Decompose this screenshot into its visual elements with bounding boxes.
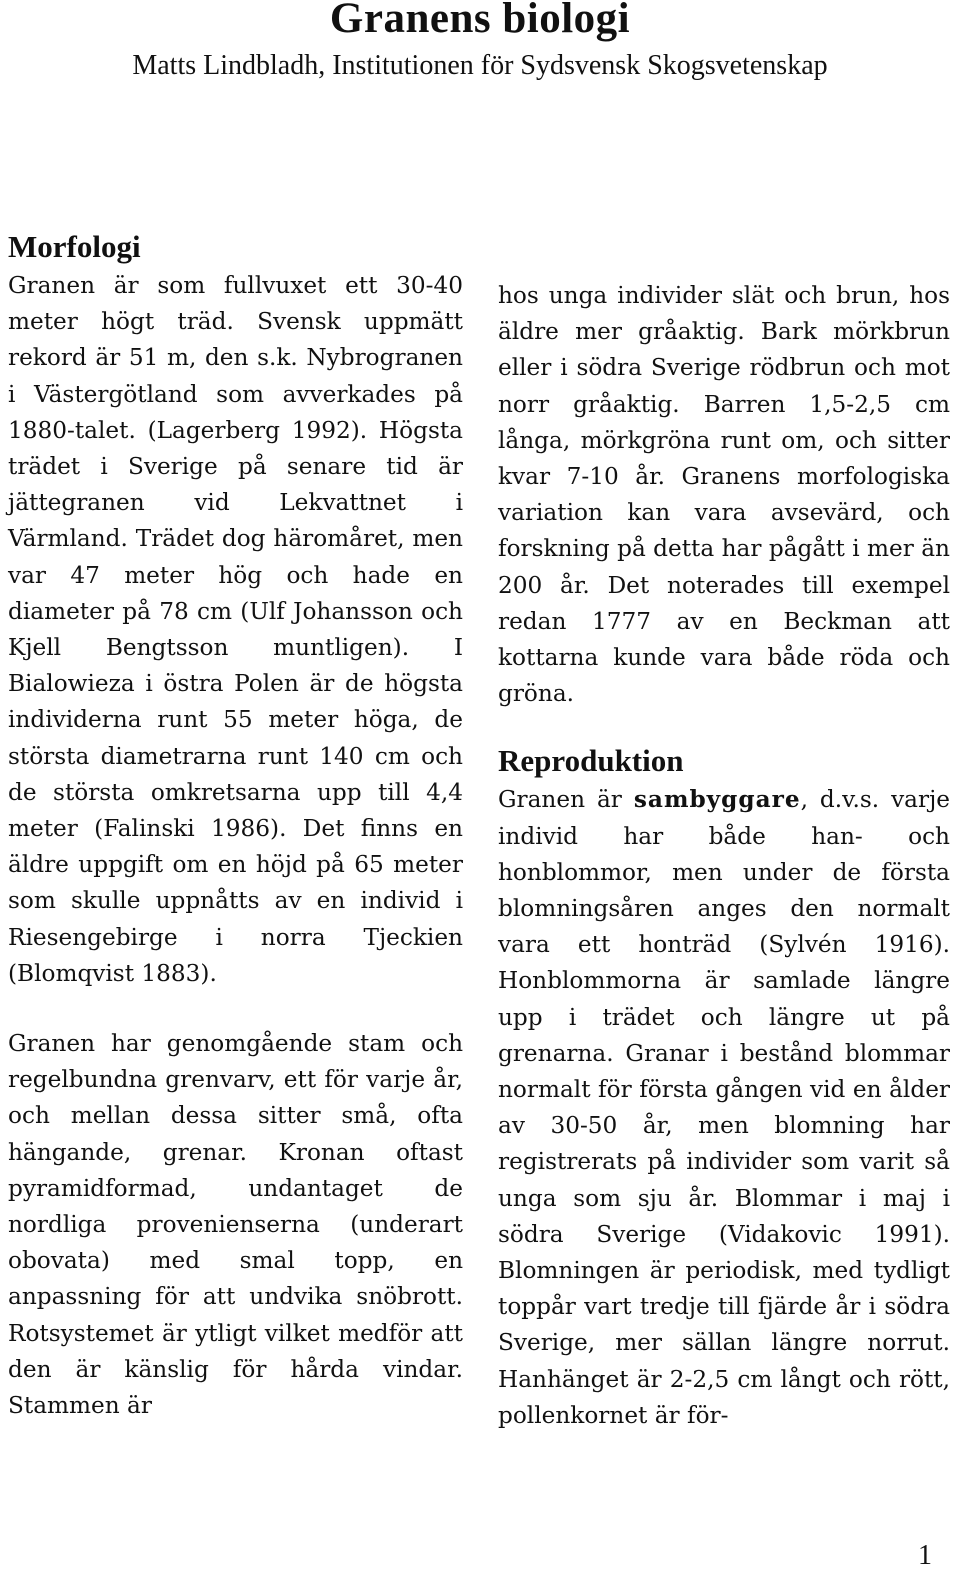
document-title: Granens biologi (329, 0, 631, 42)
morfologi-paragraph-continuation: hos unga individer slät och brun, hos äldre mer gråaktig. Bark mörkbrun eller i södra Sverige rödbrun och mot norr gråaktig. Barren 1,5-2,5 cm långa, mörkgröna runt om, och sitter kvar 7-10 år. Granens morfologiska variation kan vara avsevärd, och forskning på detta har pågått i mer än 200 år. Det noterades till exempel redan 1777 av en Beckman att kottarna kunde vara både röda och gröna. (498, 282, 950, 708)
section-heading-morfologi: Morfologi (8, 229, 141, 264)
morfologi-paragraph-1: Granen är som fullvuxet ett 30-40 meter högt träd. Svensk uppmätt rekord är 51 m, den s.k. Nybrogranen i Västergötland som avverkades på 1880-talet. (Lagerberg 1992). Högsta trädet i Sverige på senare tid är jättegranen vid Lekvattnet i Värmland. Trädet dog häromåret, men var 47 meter hög och hade en diameter på 78 cm (Ulf Johansson och Kjell Bengtsson muntligen). I Bialowieza i östra Polen är de högsta individerna runt 55 meter höga, de största diametrarna runt 140 cm och de största omkretsarna upp till 4,4 meter (Falinski 1986). Det finns en äldre uppgift om en höjd på 65 meter som skulle uppnåtts av en individ i Riesengebirge i norra Tjeckien (Blomqvist 1883). (8, 272, 463, 987)
morfologi-paragraph-2: Granen har genomgående stam och regelbundna grenvarv, ett för varje år, och mellan dessa sitter små, ofta hängande, grenar. Kronan oftast pyramidformad, undantaget de nordliga provenienserna (underart obovata) med smal topp, en anpassning för att undvika snöbrott. Rotsystemet är ytligt vilket medför att den är känslig för hårda vindar. Stammen är (8, 1030, 463, 1420)
page-number: 1 (918, 1540, 932, 1571)
section-heading-reproduktion: Reproduktion (498, 743, 684, 779)
author-affiliation: Matts Lindbladh, Institutionen för Sydsvensk Skogsvetenskap (132, 50, 828, 81)
reproduktion-lead: Granen är (498, 786, 634, 814)
term-sambyggare: sambyggare (633, 786, 801, 814)
left-column (8, 226, 463, 1424)
right-column (498, 278, 950, 1434)
reproduktion-paragraph (498, 782, 950, 1434)
reproduktion-text: , d.v.s. varje individ har både han- och honblommor, men under de första blomningsåren anges den normalt vara ett honträd (Sylvén 1916). Honblommorna är samlade längre upp i trädet och längre ut på grenarna. Granar i bestånd blommar normalt för första gången vid en ålder av 30-50 år, men blomning har registrerats på individer som varit så unga som sju år. Blommar i maj i södra Sverige (Vidakovic 1991). Blomningen är periodisk, med tydligt toppår vart tredje till fjärde år i södra Sverige, mer sällan längre norrut. Hanhänget är 2-2,5 cm långt och rött, pollenkornet är för- (498, 786, 951, 1429)
